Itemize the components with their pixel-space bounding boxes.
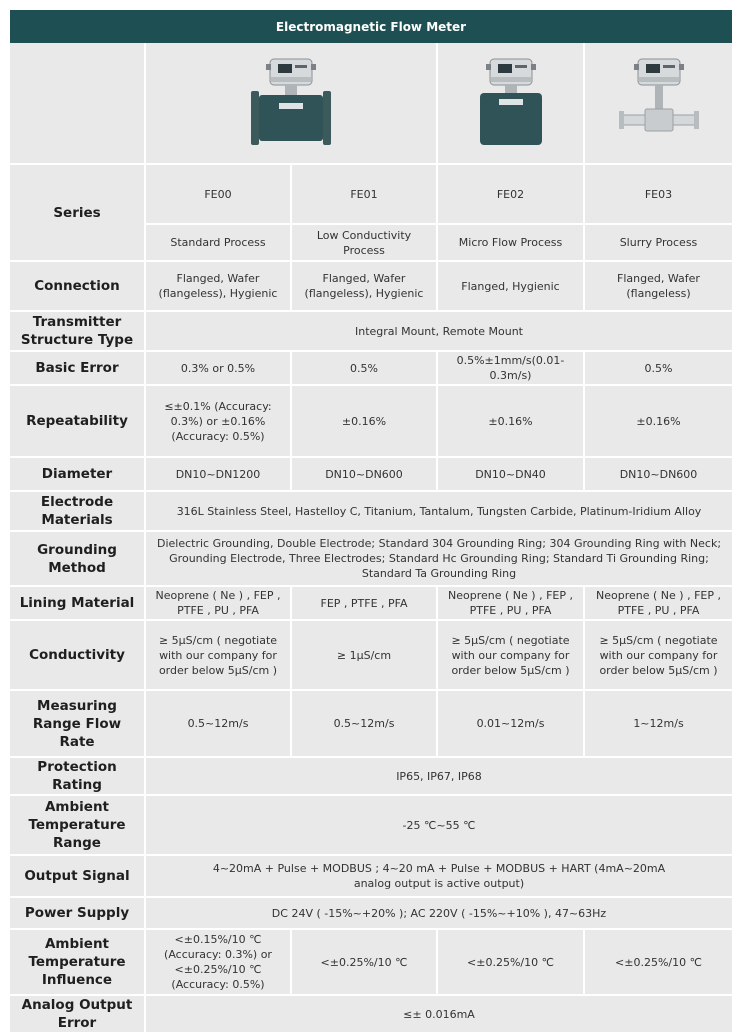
electrode-label: Electrode Materials [10, 492, 146, 532]
range-value: 1~12m/s [585, 691, 732, 758]
diameter-value: DN10~DN600 [585, 458, 732, 492]
table-title: Electromagnetic Flow Meter [10, 10, 732, 43]
temp-influence-value: <±0.15%/10 ℃ (Accuracy: 0.3%) or <±0.25%/10 ℃ (Accuracy: 0.5%) [146, 930, 292, 996]
basic-error-value: 0.5% [292, 352, 438, 386]
temp-influence-value: <±0.25%/10 ℃ [585, 930, 732, 996]
connection-label: Connection [10, 262, 146, 312]
lining-value: Neoprene ( Ne ) , FEP , PTFE , PU , PFA [438, 587, 585, 621]
diameter-label: Diameter [10, 458, 146, 492]
connection-value: Flanged, Wafer (flangeless) [585, 262, 732, 312]
electrode-value: 316L Stainless Steel, Hastelloy C, Titanium, Tantalum, Tungsten Carbide, Platinum-Iridium Alloy [146, 492, 732, 532]
hygienic-micro-flow-meter-icon [609, 53, 709, 153]
protection-value: IP65, IP67, IP68 [146, 758, 732, 796]
grounding-value: Dielectric Grounding, Double Electrode; Standard 304 Grounding Ring; 304 Grounding Ring with Neck; Grounding Electrode, Three Electrodes; Standard Hc Grounding Ring; Standard Ti Grounding Ring; Standard Ta Grounding Ring [146, 532, 732, 587]
diameter-value: DN10~DN40 [438, 458, 585, 492]
series-label: Series [10, 165, 146, 262]
series-model-fe01: FE01 [292, 165, 438, 225]
lining-label: Lining Material [10, 587, 146, 621]
analog-error-value: ≤± 0.016mA [146, 996, 732, 1034]
repeatability-value: ±0.16% [585, 386, 732, 458]
basic-error-label: Basic Error [10, 352, 146, 386]
analog-error-label: Analog Output Error [10, 996, 146, 1034]
power-label: Power Supply [10, 898, 146, 930]
image-row [10, 43, 732, 165]
range-label: Measuring Range Flow Rate [10, 691, 146, 758]
repeatability-label: Repeatability [10, 386, 146, 458]
conductivity-label: Conductivity [10, 621, 146, 691]
temp-influence-value: <±0.25%/10 ℃ [438, 930, 585, 996]
range-value: 0.5~12m/s [146, 691, 292, 758]
lining-value: FEP , PTFE , PFA [292, 587, 438, 621]
repeatability-value: ≤±0.1% (Accuracy: 0.3%) or ±0.16% (Accuracy: 0.5%) [146, 386, 292, 458]
connection-value: Flanged, Wafer (flangeless), Hygienic [292, 262, 438, 312]
diameter-value: DN10~DN600 [292, 458, 438, 492]
wafer-flow-meter-icon [466, 53, 556, 153]
power-value: DC 24V ( -15%~+20% ); AC 220V ( -15%~+10% ), 47~63Hz [146, 898, 732, 930]
output-value: 4~20mA + Pulse + MODBUS ; 4~20 mA + Pulse + MODBUS + HART (4mA~20mA analog output is active output) [146, 856, 732, 898]
conductivity-value: ≥ 5μS/cm ( negotiate with our company for order below 5μS/cm ) [438, 621, 585, 691]
process-micro-flow: Micro Flow Process [438, 225, 585, 262]
connection-value: Flanged, Wafer (flangeless), Hygienic [146, 262, 292, 312]
spec-table [10, 43, 732, 1034]
ambient-temp-value: -25 ℃~55 ℃ [146, 796, 732, 856]
basic-error-value: 0.3% or 0.5% [146, 352, 292, 386]
basic-error-value: 0.5%±1mm/s(0.01-0.3m/s) [438, 352, 585, 386]
lining-value: Neoprene ( Ne ) , FEP , PTFE , PU , PFA [585, 587, 732, 621]
conductivity-value: ≥ 5μS/cm ( negotiate with our company for order below 5μS/cm ) [585, 621, 732, 691]
conductivity-value: ≥ 5μS/cm ( negotiate with our company for order below 5μS/cm ) [146, 621, 292, 691]
series-model-fe02: FE02 [438, 165, 585, 225]
repeatability-value: ±0.16% [292, 386, 438, 458]
temp-influence-value: <±0.25%/10 ℃ [292, 930, 438, 996]
repeatability-value: ±0.16% [438, 386, 585, 458]
process-standard: Standard Process [146, 225, 292, 262]
process-slurry: Slurry Process [585, 225, 732, 262]
conductivity-value: ≥ 1μS/cm [292, 621, 438, 691]
hygienic-meter-image [585, 43, 732, 165]
flanged-flow-meter-icon [231, 53, 351, 153]
series-model-fe03: FE03 [585, 165, 732, 225]
image-row-label-empty [10, 43, 146, 165]
series-model-fe00: FE00 [146, 165, 292, 225]
lining-value: Neoprene ( Ne ) , FEP , PTFE , PU , PFA [146, 587, 292, 621]
range-value: 0.5~12m/s [292, 691, 438, 758]
range-value: 0.01~12m/s [438, 691, 585, 758]
flanged-meter-image [146, 43, 438, 165]
temp-influence-label: Ambient Temperature Influence [10, 930, 146, 996]
diameter-value: DN10~DN1200 [146, 458, 292, 492]
ambient-temp-label: Ambient Temperature Range [10, 796, 146, 856]
basic-error-value: 0.5% [585, 352, 732, 386]
transmitter-label: Transmitter Structure Type [10, 312, 146, 352]
grounding-label: Grounding Method [10, 532, 146, 587]
process-low-conductivity: Low Conductivity Process [292, 225, 438, 262]
transmitter-value: Integral Mount, Remote Mount [146, 312, 732, 352]
protection-label: Protection Rating [10, 758, 146, 796]
output-label: Output Signal [10, 856, 146, 898]
connection-value: Flanged, Hygienic [438, 262, 585, 312]
wafer-meter-image [438, 43, 585, 165]
